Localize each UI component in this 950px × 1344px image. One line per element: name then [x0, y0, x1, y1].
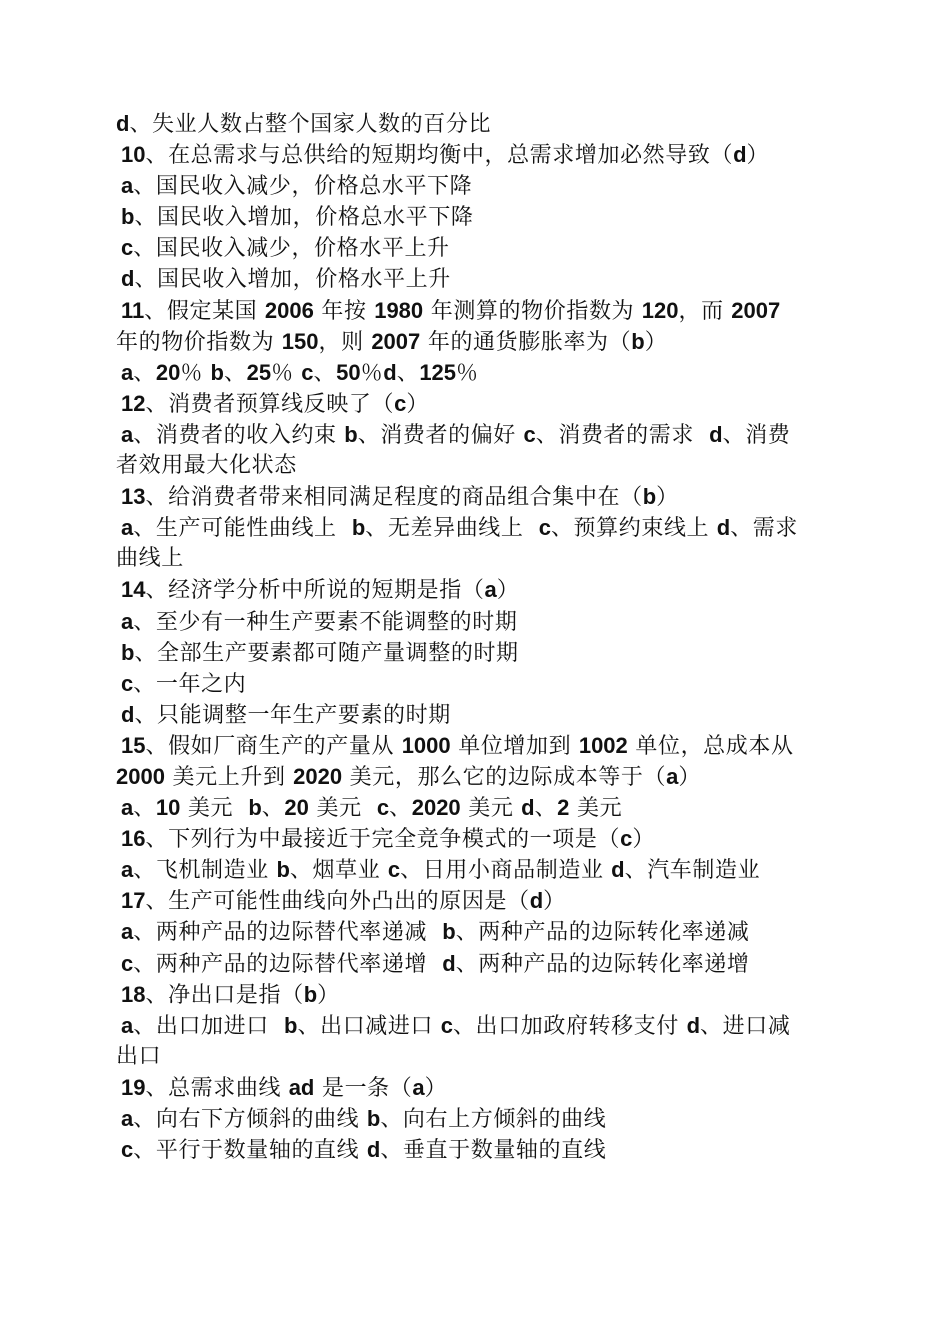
document-page — [116, 108, 836, 1165]
text-line: 17、生产可能性曲线向外凸出的原因是（d） — [121, 888, 566, 915]
text-line: a、10 美元 b、20 美元 c、2020 美元 d、2 美元 — [121, 795, 623, 822]
text-line: c、国民收入减少，价格水平上升 — [121, 235, 450, 262]
text-line: a、出口加进口 b、出口减进口 c、出口加政府转移支付 d、进口减 — [121, 1012, 791, 1039]
text-line: 13、给消费者带来相同满足程度的商品组合集中在（b） — [121, 484, 679, 511]
text-line: a、消费者的收入约束 b、消费者的偏好 c、消费者的需求 d、消费 — [121, 421, 791, 448]
text-line: a、国民收入减少，价格总水平下降 — [121, 173, 473, 200]
text-line: 出口 — [116, 1043, 162, 1069]
text-line: a、飞机制造业 b、烟草业 c、日用小商品制造业 d、汽车制造业 — [121, 857, 761, 884]
text-line: 10、在总需求与总供给的短期均衡中，总需求增加必然导致（d） — [121, 142, 770, 169]
text-line: d、只能调整一年生产要素的时期 — [121, 701, 451, 728]
text-line: 14、经济学分析中所说的短期是指（a） — [121, 577, 520, 604]
text-line: b、国民收入增加，价格总水平下降 — [121, 204, 474, 231]
text-line: a、向右下方倾斜的曲线 b、向右上方倾斜的曲线 — [121, 1106, 607, 1132]
text-line: 年的物价指数为 150，则 2007 年的通货膨胀率为（b） — [116, 328, 668, 355]
text-line: 2000 美元上升到 2020 美元，那么它的边际成本等于（a） — [116, 763, 701, 790]
text-line: d、国民收入增加，价格水平上升 — [121, 266, 451, 293]
text-line: 19、总需求曲线 ad 是一条（a） — [121, 1074, 448, 1101]
text-line: 12、消费者预算线反映了（c） — [121, 390, 429, 417]
text-line: a、两种产品的边际替代率递减 b、两种产品的边际转化率递减 — [121, 919, 750, 946]
text-line: c、平行于数量轴的直线 d、垂直于数量轴的直线 — [121, 1137, 607, 1164]
text-line: 11、假定某国 2006 年按 1980 年测算的物价指数为 120，而 2007 — [121, 297, 781, 324]
text-line: 18、净出口是指（b） — [121, 981, 340, 1008]
text-line: c、一年之内 — [121, 670, 247, 697]
text-line: d、失业人数占整个国家人数的百分比 — [116, 111, 492, 137]
text-line: 者效用最大化状态 — [116, 453, 297, 479]
text-line: 曲线上 — [116, 546, 184, 572]
text-line: a、生产可能性曲线上 b、无差异曲线上 c、预算约束线上 d、需求 — [121, 515, 798, 542]
text-line: a、至少有一种生产要素不能调整的时期 — [121, 608, 518, 635]
text-line: c、两种产品的边际替代率递增 d、两种产品的边际转化率递增 — [121, 950, 750, 977]
text-line: a、20％ b、25％ c、50％d、125％ — [121, 359, 479, 386]
text-line: 16、下列行为中最接近于完全竞争模式的一项是（c） — [121, 826, 655, 853]
text-line: 15、假如厂商生产的产量从 1000 单位增加到 1002 单位，总成本从 — [121, 732, 794, 759]
text-line: b、全部生产要素都可随产量调整的时期 — [121, 639, 519, 666]
